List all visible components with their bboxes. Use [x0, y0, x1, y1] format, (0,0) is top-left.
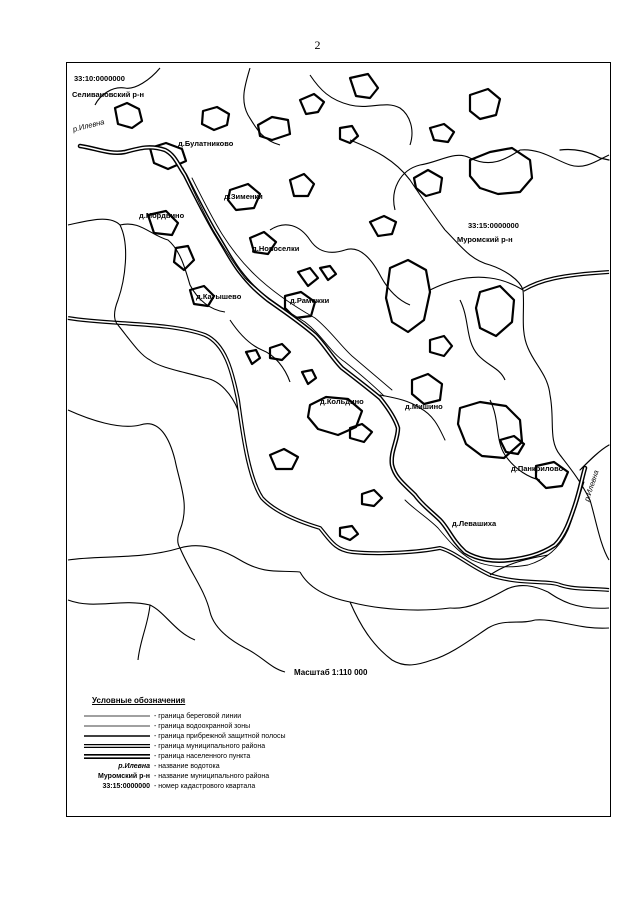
legend-symbol-text: 33:15:0000000 — [102, 782, 150, 790]
settlement-label-mordvino: д.Мордвино — [139, 211, 185, 220]
quarter-number-label: 33:15:0000000 — [468, 221, 519, 230]
legend-item-text: - граница населенного пункта — [154, 752, 251, 760]
legend-item-text: - название муниципального района — [154, 772, 270, 780]
legend-item-text: - название водотока — [154, 762, 220, 770]
legend-item — [82, 771, 362, 781]
settlement-label-ramezhki: д.Рамежки — [290, 296, 330, 305]
settlement-label-mishino: д.Мишино — [405, 402, 443, 411]
legend-symbol-text: Муромский р-н — [98, 772, 150, 780]
legend-text-symbol — [82, 771, 150, 781]
legend-item — [82, 721, 362, 731]
quarter-number-label: 33:10:0000000 — [74, 74, 125, 83]
legend-line-symbol — [82, 721, 150, 731]
legend-text-symbol — [82, 781, 150, 791]
district-name-label: Муромский р-н — [457, 235, 513, 244]
settlement-label-pankrilovo: д.Панкрилово — [511, 464, 564, 473]
settlement-label-zimenki: д.Зименки — [224, 192, 263, 201]
legend-item-text: - граница прибрежной защитной полосы — [154, 732, 286, 740]
legend-item — [82, 761, 362, 771]
legend-text-symbol — [82, 761, 150, 771]
legend-item-text: - граница водоохранной зоны — [154, 722, 251, 730]
settlement-label-levashikha: д.Левашиха — [452, 519, 497, 528]
legend-item-text: - граница муниципального района — [154, 742, 266, 750]
river-ilevna — [80, 146, 609, 567]
legend-item — [82, 711, 362, 721]
map-legend — [82, 696, 362, 791]
settlement-label-bulatnikovo: д.Булатниково — [178, 139, 234, 148]
legend-line-symbol — [82, 711, 150, 721]
legend-item — [82, 741, 362, 751]
legend-item — [82, 751, 362, 761]
legend-item-text: - номер кадастрового квартала — [154, 782, 256, 790]
legend-line-symbol — [82, 741, 150, 751]
river-name-label: р.Илевна — [582, 469, 601, 503]
legend-title: Условные обозначения — [92, 696, 186, 705]
legend-symbol-text: р.Илевна — [118, 762, 150, 770]
legend-line-symbol — [82, 751, 150, 761]
settlement-label-novoselki: д.Новоселки — [252, 244, 300, 253]
legend-item — [82, 781, 362, 791]
map-scale: Масштаб 1:110 000 — [294, 668, 368, 677]
page-number: 2 — [314, 38, 321, 52]
legend-item-text: - граница береговой линии — [154, 712, 242, 720]
district-boundary — [68, 272, 609, 590]
settlement-label-koldino: д.Кольдино — [320, 397, 364, 406]
settlement-label-katyshevo: д.Катышево — [196, 292, 242, 301]
legend-line-symbol — [82, 731, 150, 741]
river-name-label: р.Илевна — [71, 117, 106, 134]
district-name-label: Селивановский р-н — [72, 90, 145, 99]
legend-item — [82, 731, 362, 741]
